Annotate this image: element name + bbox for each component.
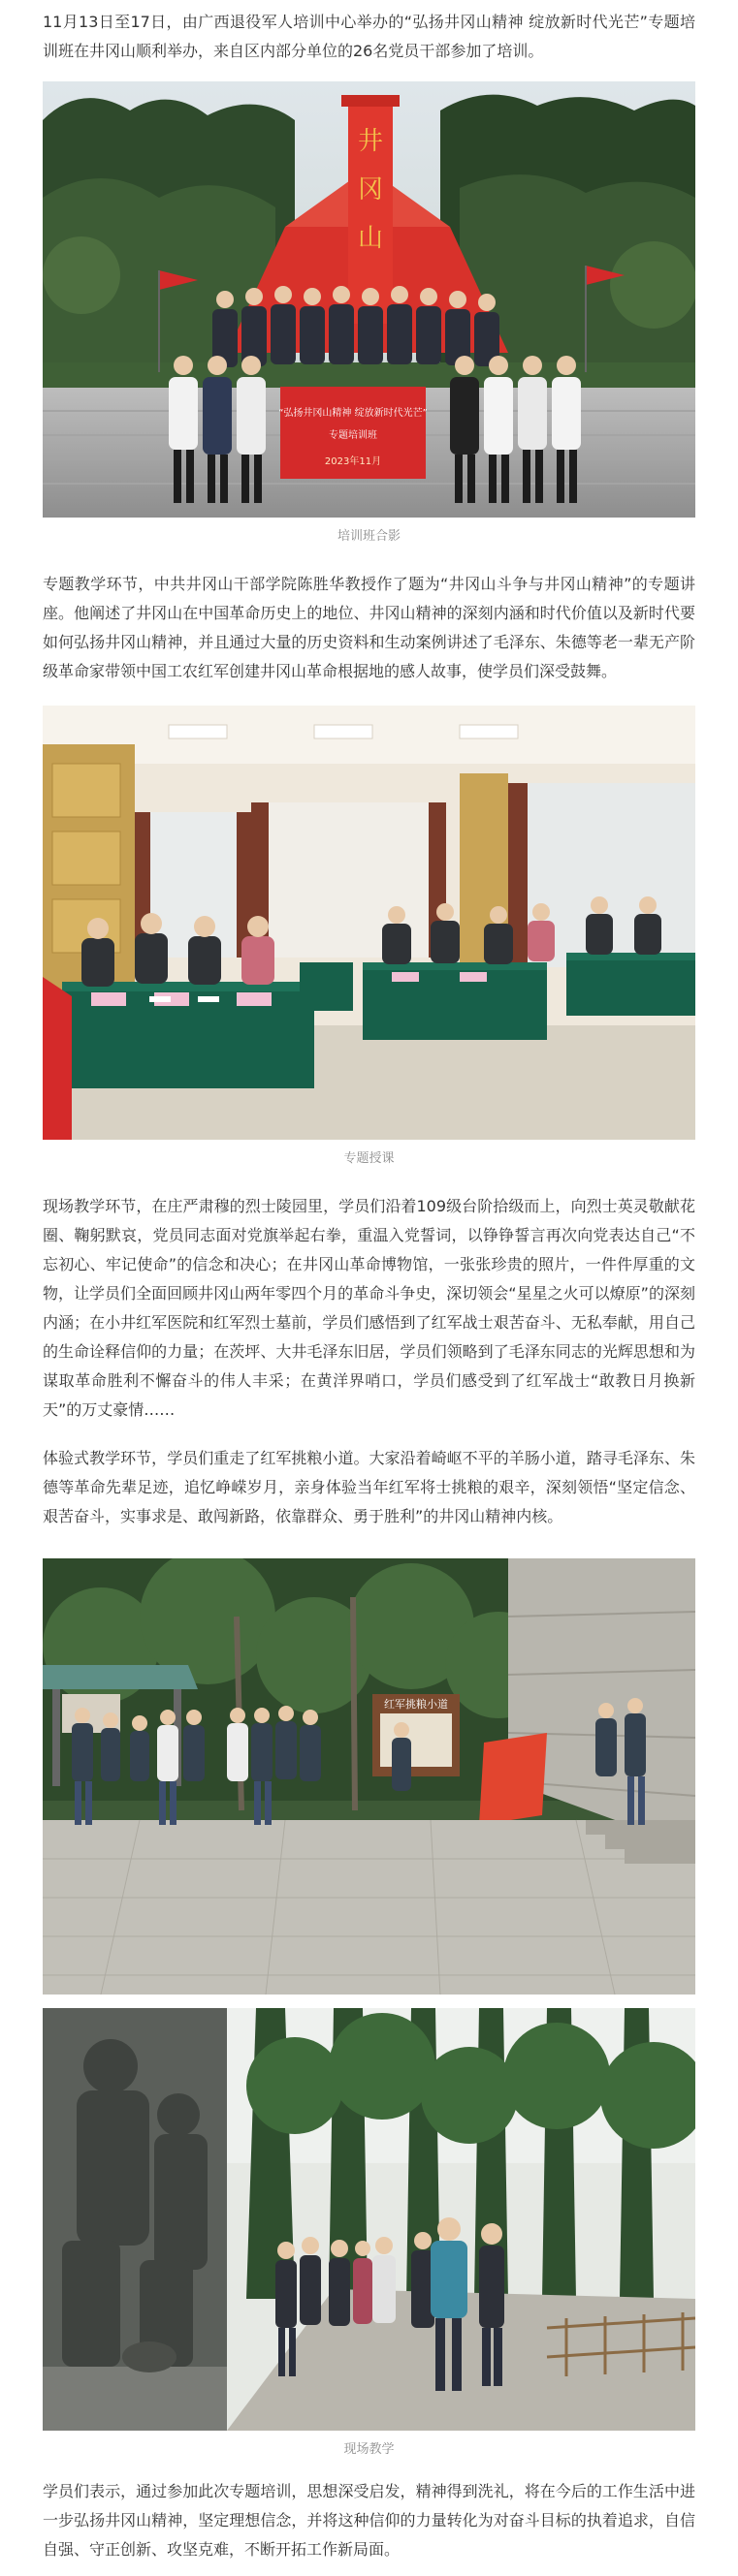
caption-onsite: 现场教学 xyxy=(343,2442,395,2457)
lecture-paragraph: 专题教学环节，中共井冈山干部学院陈胜华教授作了题为“井冈山斗争与井冈山精神”的专题讲座。他阐述了井冈山在中国革命历史上的地位、井冈山精神的深刻内涵和时代价值以及新时代要如何弘扬井冈山精神，并且通过大量的历史资料和生动案例讲述了毛泽东、朱德等老一辈无产阶级革命家带领中国工农红军创建井冈山革命根据地的感人故事，使学员们深受鼓舞。 xyxy=(43,575,695,680)
onsite-photo-statues xyxy=(43,2008,695,2431)
caption-lecture: 专题授课 xyxy=(343,1151,395,1166)
onsite-photo-courtyard xyxy=(43,1558,695,1995)
lecture-photo xyxy=(43,706,695,1140)
banner-line-2: 专题培训班 xyxy=(329,430,377,441)
onsite-paragraph: 现场教学环节，在庄严肃穆的烈士陵园里，学员们沿着109级台阶拾级而上，向烈士英灵敬献花圈、鞠躬默哀，党员同志面对党旗举起右拳，重温入党誓词，以铮铮誓言再次向党表达自己“不忘初心、牢记使命”的信念和决心；在井冈山革命博物馆，一张张珍贵的照片，一件件厚重的文物，让学员们全面回顾井冈山两年零四个月的革命斗争史，深切领会“星星之火可以燎原”的深刻内涵；在小井红军医院和红军烈士墓前，学员们感悟到了红军战士艰苦奋斗、无私奉献，用自己的生命诠释信仰的力量；在茨坪、大井毛泽东旧居，学员们领略到了毛泽东同志的光辉思想和为谋取革命胜利不懈奋斗的伟人丰采；在黄洋界哨口，学员们感受到了红军战士“敢教日月换新天”的万丈豪情…… xyxy=(43,1197,695,1419)
monument-char-1: 井 xyxy=(357,127,384,156)
banner-date: 2023年11月 xyxy=(324,456,382,467)
banner-line-1: “弘扬井冈山精神 绽放新时代光芒” xyxy=(278,408,428,419)
article-body xyxy=(0,8,738,2564)
board-title: 红军挑粮小道 xyxy=(384,1698,448,1711)
monument-char-3: 山 xyxy=(357,224,384,253)
group-photo xyxy=(43,81,695,518)
monument-char-2: 冈 xyxy=(357,175,384,204)
closing-paragraph: 学员们表示，通过参加此次专题培训，思想深受启发，精神得到洗礼，将在今后的工作生活中进一步弘扬井冈山精神，坚定理想信念，并将这种信仰的力量转化为对奋斗目标的执着追求，自信自强、守正创新、攻坚克难，不断开拓工作新局面。 xyxy=(43,2482,695,2559)
intro-paragraph: 11月13日至17日，由广西退役军人培训中心举办的“弘扬井冈山精神 绽放新时代光芒”专题培训班在井冈山顺利举办，来自区内部分单位的26名党员干部参加了培训。 xyxy=(43,13,695,60)
caption-group-photo: 培训班合影 xyxy=(337,529,401,544)
experience-paragraph: 体验式教学环节，学员们重走了红军挑粮小道。大家沿着崎岖不平的羊肠小道，踏寻毛泽东、朱德等革命先辈足迹，追忆峥嵘岁月，亲身体验当年红军将士挑粮的艰辛，深刻领悟“坚定信念、艰苦奋斗，实事求是、敢闯新路，依靠群众、勇于胜利”的井冈山精神内核。 xyxy=(43,1449,695,1525)
